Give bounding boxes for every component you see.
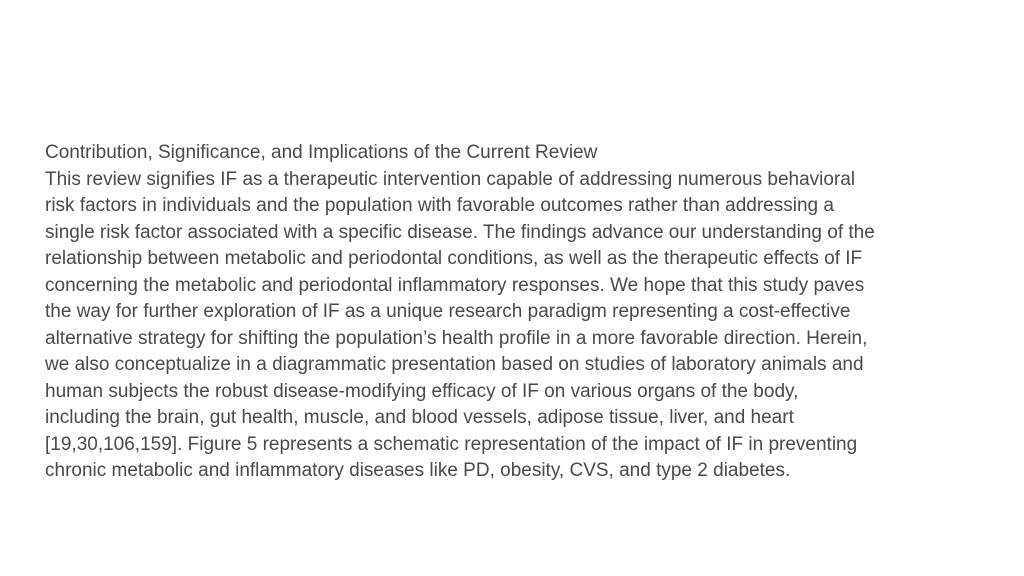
text-block: [45, 140, 990, 485]
paragraph-line: single risk factor associated with a specific disease. The findings advance our understanding of the: [45, 221, 875, 243]
paragraph-line: we also conceptualize in a diagrammatic presentation based on studies of laboratory animals and: [45, 354, 864, 375]
section-heading: Contribution, Significance, and Implications of the Current Review: [45, 142, 598, 163]
paragraph-line: chronic metabolic and inflammatory diseases like PD, obesity, CVS, and type 2 diabetes.: [45, 460, 791, 481]
paragraph-line: risk factors in individuals and the population with favorable outcomes rather than addressing a: [45, 195, 834, 216]
paragraph-line: human subjects the robust disease-modifying efficacy of IF on various organs of the body,: [45, 380, 799, 402]
paragraph-line: This review signifies IF as a therapeutic intervention capable of addressing numerous behavioral: [45, 168, 856, 190]
paragraph-line: alternative strategy for shifting the population’s health profile in a more favorable direction. Herein,: [45, 327, 868, 349]
paragraph-line: concerning the metabolic and periodontal inflammatory responses. We hope that this study paves: [45, 274, 865, 296]
body-paragraph: [45, 167, 990, 485]
paragraph-line: relationship between metabolic and periodontal conditions, as well as the therapeutic effects of IF: [45, 248, 863, 269]
paragraph-line: the way for further exploration of IF as a unique research paradigm representing a cost-effective: [45, 301, 851, 322]
paragraph-line: including the brain, gut health, muscle, and blood vessels, adipose tissue, liver, and heart: [45, 407, 794, 428]
paragraph-line: [19,30,106,159]. Figure 5 represents a schematic representation of the impact of IF in preventing: [45, 433, 858, 455]
